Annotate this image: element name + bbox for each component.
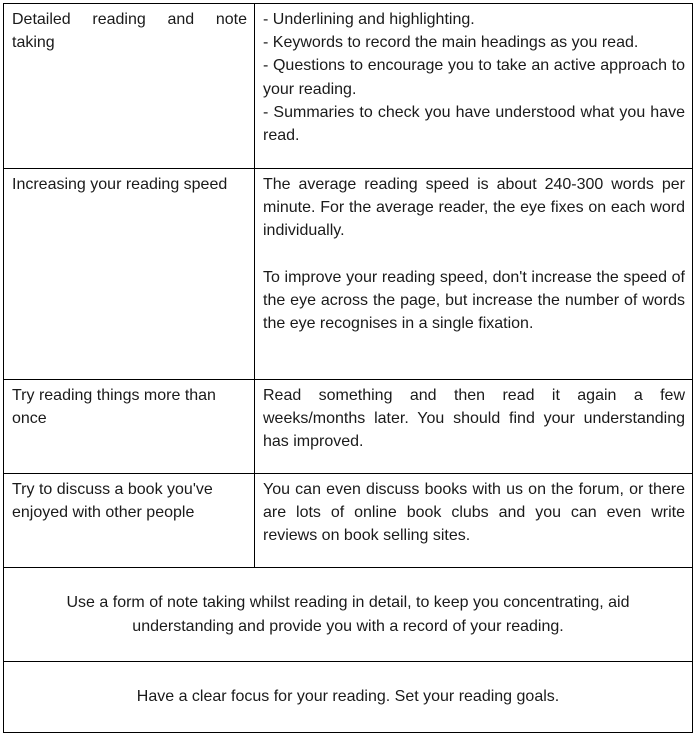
tip-cell: [4, 4, 255, 169]
reading-tips-table: [3, 3, 693, 733]
detail-paragraph: You can even discuss books with us on the forum, or there are lots of online book clubs and you can even write reviews on book selling sites.: [263, 481, 685, 545]
detail-paragraph: The average reading speed is about 240-300 words per minute. For the average reader, the eye fixes on each word individually.: [263, 176, 685, 240]
detail-paragraph: To improve your reading speed, don't increase the speed of the eye across the page, but increase the number of words the eye recognises in a single fixation.: [263, 268, 685, 333]
tip-title-line: Detailed reading and note: [12, 11, 247, 28]
summary-cell: Use a form of note taking whilst reading in detail, to keep you concentrating, aid understanding and provide you with a record of your reading.: [4, 568, 693, 662]
tip-title: Try to discuss a book you've enjoyed with other people: [12, 481, 213, 522]
summary-cell: Have a clear focus for your reading. Set your reading goals.: [4, 662, 693, 733]
tip-title: Try reading things more than once: [12, 387, 216, 428]
tip-cell: [4, 169, 255, 380]
table-row: [4, 4, 693, 169]
reading-tips-document: [3, 3, 693, 737]
table-row: [4, 380, 693, 474]
table-row: [4, 474, 693, 568]
detail-paragraph: - Summaries to check you have understood what you have read.: [263, 103, 685, 145]
tip-cell: [4, 380, 255, 474]
table-row: [4, 662, 693, 733]
paragraph-gap: [263, 243, 685, 266]
tip-title-line: taking: [12, 34, 55, 52]
tip-detail-cell: [255, 474, 693, 568]
tip-detail-cell: [255, 4, 693, 169]
tip-detail-cell: [255, 380, 693, 474]
table-row: [4, 568, 693, 662]
table-row: [4, 169, 693, 380]
detail-paragraph: Read something and then read it again a few weeks/months later. You should find your understanding has improved.: [263, 387, 685, 451]
detail-paragraph: - Keywords to record the main headings as you read.: [263, 34, 639, 52]
tip-detail-cell: [255, 169, 693, 380]
tip-title: Increasing your reading speed: [12, 176, 228, 193]
detail-paragraph: - Underlining and highlighting.: [263, 11, 475, 28]
detail-paragraph: - Questions to encourage you to take an active approach to your reading.: [263, 57, 685, 98]
tip-cell: [4, 474, 255, 568]
